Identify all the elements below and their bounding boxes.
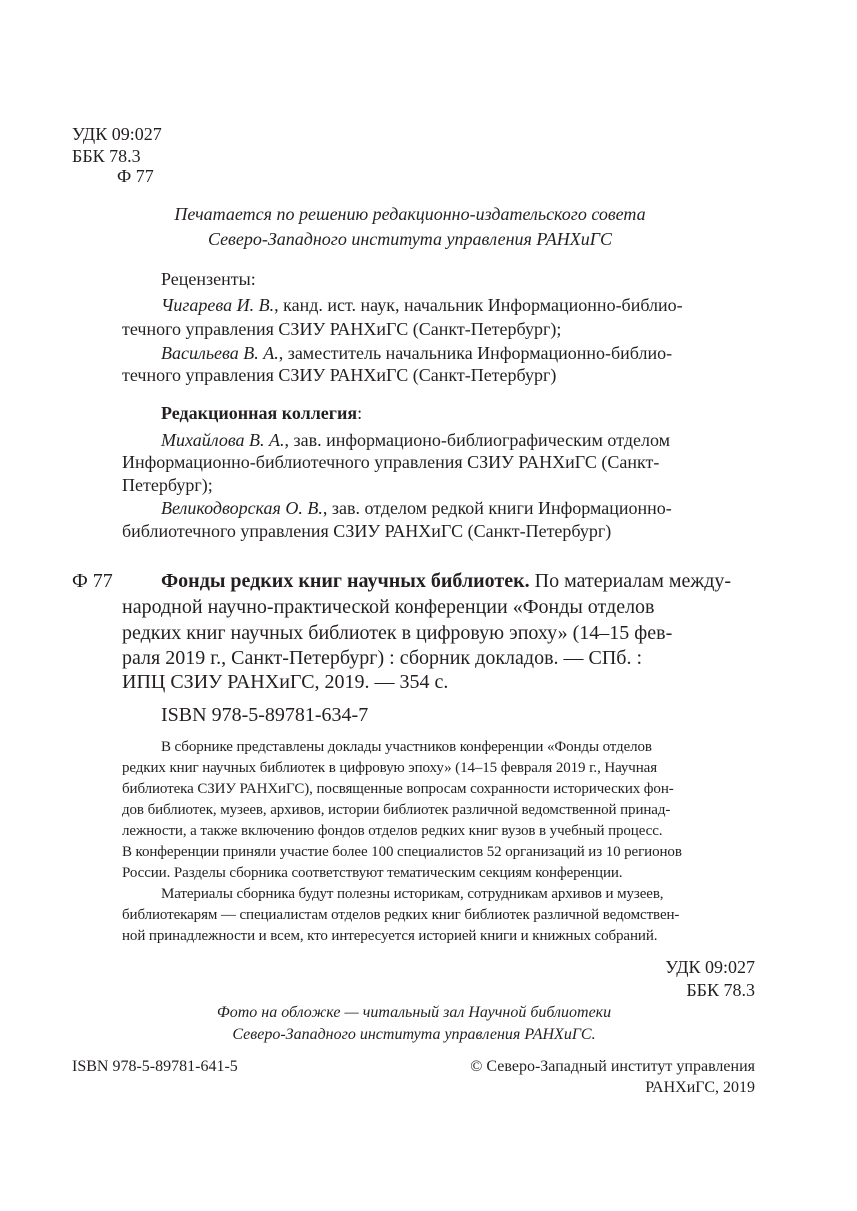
- publication-notice-line1: Печатается по решению редакционно-издательского совета: [174, 204, 646, 224]
- reviewers-heading: Рецензенты:: [161, 269, 256, 289]
- bib-entry-line1-rest: По материалам между-: [529, 570, 732, 592]
- bottom-udk: УДК 09:027: [665, 957, 755, 977]
- editorial-board-heading: [161, 402, 362, 424]
- reviewer-1-name: Чигарева И. В.: [161, 295, 275, 315]
- annotation-line-5: лежности, а также включению фондов отделов редких книг вузов в учебный процесс.: [122, 823, 663, 839]
- bib-entry-line4: раля 2019 г., Санкт-Петербург) : сборник докладов. — СПб. :: [122, 647, 643, 669]
- board-member-1-title: , зав. информационо-библиографическим отделом: [284, 430, 671, 450]
- reviewer-2: [161, 342, 672, 364]
- board-member-1-line2: Информационно-библиотечного управления СЗИУ РАНХиГС (Санкт-: [122, 452, 660, 472]
- udk-code: УДК 09:027: [72, 124, 162, 144]
- copyright-line2: РАНХиГС, 2019: [645, 1079, 755, 1096]
- editorial-board-colon: :: [357, 403, 363, 423]
- reviewer-2-line2: течного управления СЗИУ РАНХиГС (Санкт-Петербург): [122, 365, 557, 385]
- bbk-code: ББК 78.3: [72, 146, 141, 166]
- annotation-line-4: дов библиотек, музеев, архивов, истории библиотек различной ведомственной принад-: [122, 802, 671, 818]
- board-member-2: [161, 497, 672, 519]
- editorial-board-title: Редакционная коллегия: [161, 403, 358, 423]
- annotation-line-7: России. Разделы сборника соответствуют тематическим секциям конференции.: [122, 865, 623, 881]
- cover-note-line1: Фото на обложке — читальный зал Научной библиотеки: [216, 1004, 612, 1021]
- board-member-1-name: Михайлова В. А.: [161, 430, 285, 450]
- annotation-line-9: библиотекарям — специалистам отделов редких книг библиотек различной ведомствен-: [122, 907, 680, 923]
- bottom-bbk: ББК 78.3: [686, 980, 755, 1000]
- annotation-line-3: библиотека СЗИУ РАНХиГС), посвященные вопросам сохранности исторических фон-: [122, 781, 674, 797]
- publication-notice-line2: Северо-Западного института управления РАНХиГС: [207, 229, 613, 249]
- bib-entry-title: Фонды редких книг научных библиотек.: [161, 570, 530, 592]
- board-member-1-line3: Петербург);: [122, 475, 213, 495]
- bib-entry-isbn: ISBN 978-5-89781-634-7: [161, 704, 369, 726]
- board-member-2-title: , зав. отделом редкой книги Информационно-: [322, 498, 672, 518]
- cover-note-line2: Северо-Западного института управления РАНХиГС.: [232, 1026, 596, 1043]
- bib-entry-mark: Ф 77: [72, 570, 113, 592]
- footer-isbn: ISBN 978-5-89781-641-5: [72, 1058, 238, 1075]
- annotation-line-1: В сборнике представлены доклады участников конференции «Фонды отделов: [161, 739, 652, 755]
- reviewer-1-title: , канд. ист. наук, начальник Информационно-библио-: [274, 295, 683, 315]
- annotation-line-2: редких книг научных библиотек в цифровую эпоху» (14–15 февраля 2019 г., Научная: [122, 760, 658, 776]
- board-member-1: [161, 429, 670, 451]
- reviewer-2-name: Васильева В. А.: [161, 343, 279, 363]
- author-mark: Ф 77: [117, 166, 154, 186]
- reviewer-1-line2: течного управления СЗИУ РАНХиГС (Санкт-Петербург);: [122, 319, 562, 339]
- bib-entry-line5: ИПЦ СЗИУ РАНХиГС, 2019. — 354 с.: [122, 671, 449, 693]
- board-member-2-line2: библиотечного управления СЗИУ РАНХиГС (Санкт-Петербург): [122, 521, 612, 541]
- reviewer-1: [161, 294, 683, 316]
- bib-entry-line3: редких книг научных библиотек в цифровую эпоху» (14–15 фев-: [122, 622, 673, 644]
- annotation-line-10: ной принадлежности и всем, кто интересуется историей книги и книжных собраний.: [122, 928, 658, 944]
- bib-entry-line1: [161, 569, 731, 593]
- board-member-2-name: Великодворская О. В.: [161, 498, 323, 518]
- bib-entry-line2: народной научно-практической конференции «Фонды отделов: [122, 596, 655, 618]
- reviewer-2-title: , заместитель начальника Информационно-библио-: [278, 343, 673, 363]
- annotation-line-8: Материалы сборника будут полезны историкам, сотрудникам архивов и музеев,: [161, 886, 664, 902]
- copyright-line1: © Северо-Западный институт управления: [470, 1058, 755, 1075]
- annotation-line-6: В конференции приняли участие более 100 специалистов 52 организаций из 10 регионов: [122, 844, 682, 860]
